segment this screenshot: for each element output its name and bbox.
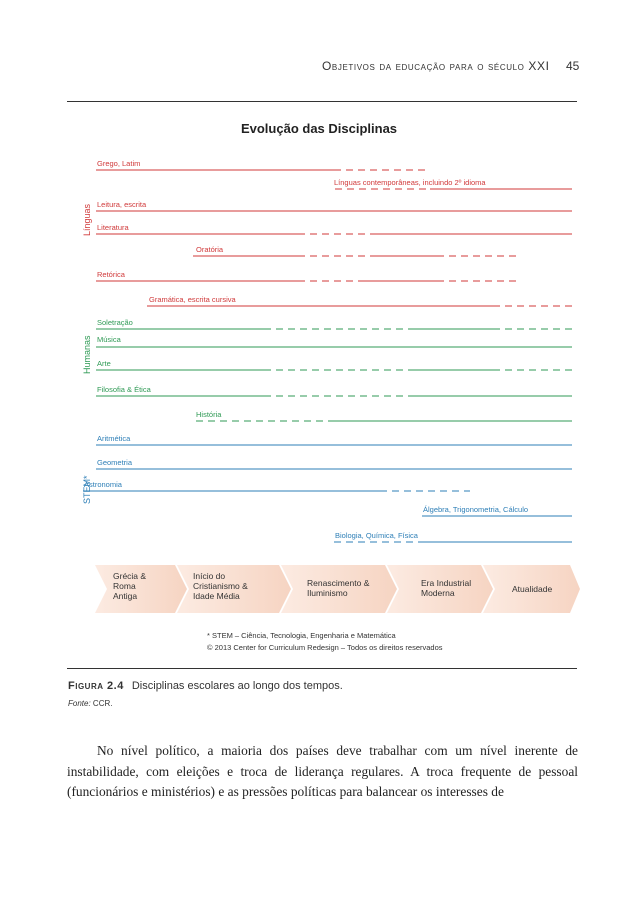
group-label-humanas: Humanas <box>82 335 92 374</box>
stage-era-industrial: Era Industrial Moderna <box>421 578 472 598</box>
linguas-lines <box>96 170 572 306</box>
label-historia: História <box>196 410 222 419</box>
label-astronomia: Astronomia <box>84 480 122 489</box>
label-musica: Música <box>97 335 121 344</box>
caption-text: Disciplinas escolares ao longo dos tempos. <box>131 680 343 692</box>
stage-idade-media: Início do Cristianismo & Idade Média <box>193 571 248 601</box>
body-text: No nível político, a maioria dos países deve trabalhar com um nível inerente de instabilidade, com eleições e troca de liderança regulares. A troca frequente de pessoal (funcionários e ministérios) e as pressões políticas para balancear os interesses de <box>67 743 578 799</box>
humanas-lines <box>96 329 572 421</box>
label-grego: Grego, Latim <box>97 159 141 168</box>
label-literatura: Literatura <box>97 223 129 232</box>
stage-grecia: Grécia & Roma Antiga <box>113 571 147 601</box>
figure-title: Evolução das Disciplinas <box>240 121 398 136</box>
label-leitura: Leitura, escrita <box>97 200 147 209</box>
label-algebra: Álgebra, Trigonometria, Cálculo <box>423 505 529 514</box>
caption-rule <box>67 668 577 669</box>
label-arte: Arte <box>97 359 111 368</box>
label-oratoria: Oratória <box>196 245 224 254</box>
stage-atualidade: Atualidade <box>512 584 553 594</box>
body-paragraph <box>67 741 578 803</box>
source-label: Fonte: <box>68 699 91 708</box>
label-gramatica: Gramática, escrita cursiva <box>149 295 236 304</box>
stem-lines <box>83 445 572 542</box>
running-title: Objetivos da educação para o século XXI <box>322 59 550 73</box>
label-linguas-contemp: Línguas contemporâneas, incluindo 2º idioma <box>334 178 486 187</box>
label-aritmetica: Aritmética <box>97 434 131 443</box>
group-label-linguas: Línguas <box>82 203 92 236</box>
label-soletracao: Soletração <box>97 318 133 327</box>
source-text: CCR. <box>92 699 113 708</box>
stem-note: * STEM – Ciência, Tecnologia, Engenharia e Matemática <box>207 631 396 640</box>
label-retorica: Retórica <box>97 270 125 279</box>
label-filosofia: Filosofia & Ética <box>97 385 151 394</box>
group-label-stem: STEM* <box>82 475 92 504</box>
label-geometria: Geometria <box>97 458 133 467</box>
figure-caption <box>68 680 343 692</box>
caption-label: Figura 2.4 <box>68 680 124 692</box>
stage-renascimento: Renascimento & Iluminismo <box>307 578 370 598</box>
figure-source <box>68 699 112 708</box>
label-biologia: Biologia, Química, Física <box>335 531 418 540</box>
copyright-note: © 2013 Center for Curriculum Redesign – Todos os direitos reservados <box>207 643 443 652</box>
page-number: 45 <box>566 59 580 73</box>
